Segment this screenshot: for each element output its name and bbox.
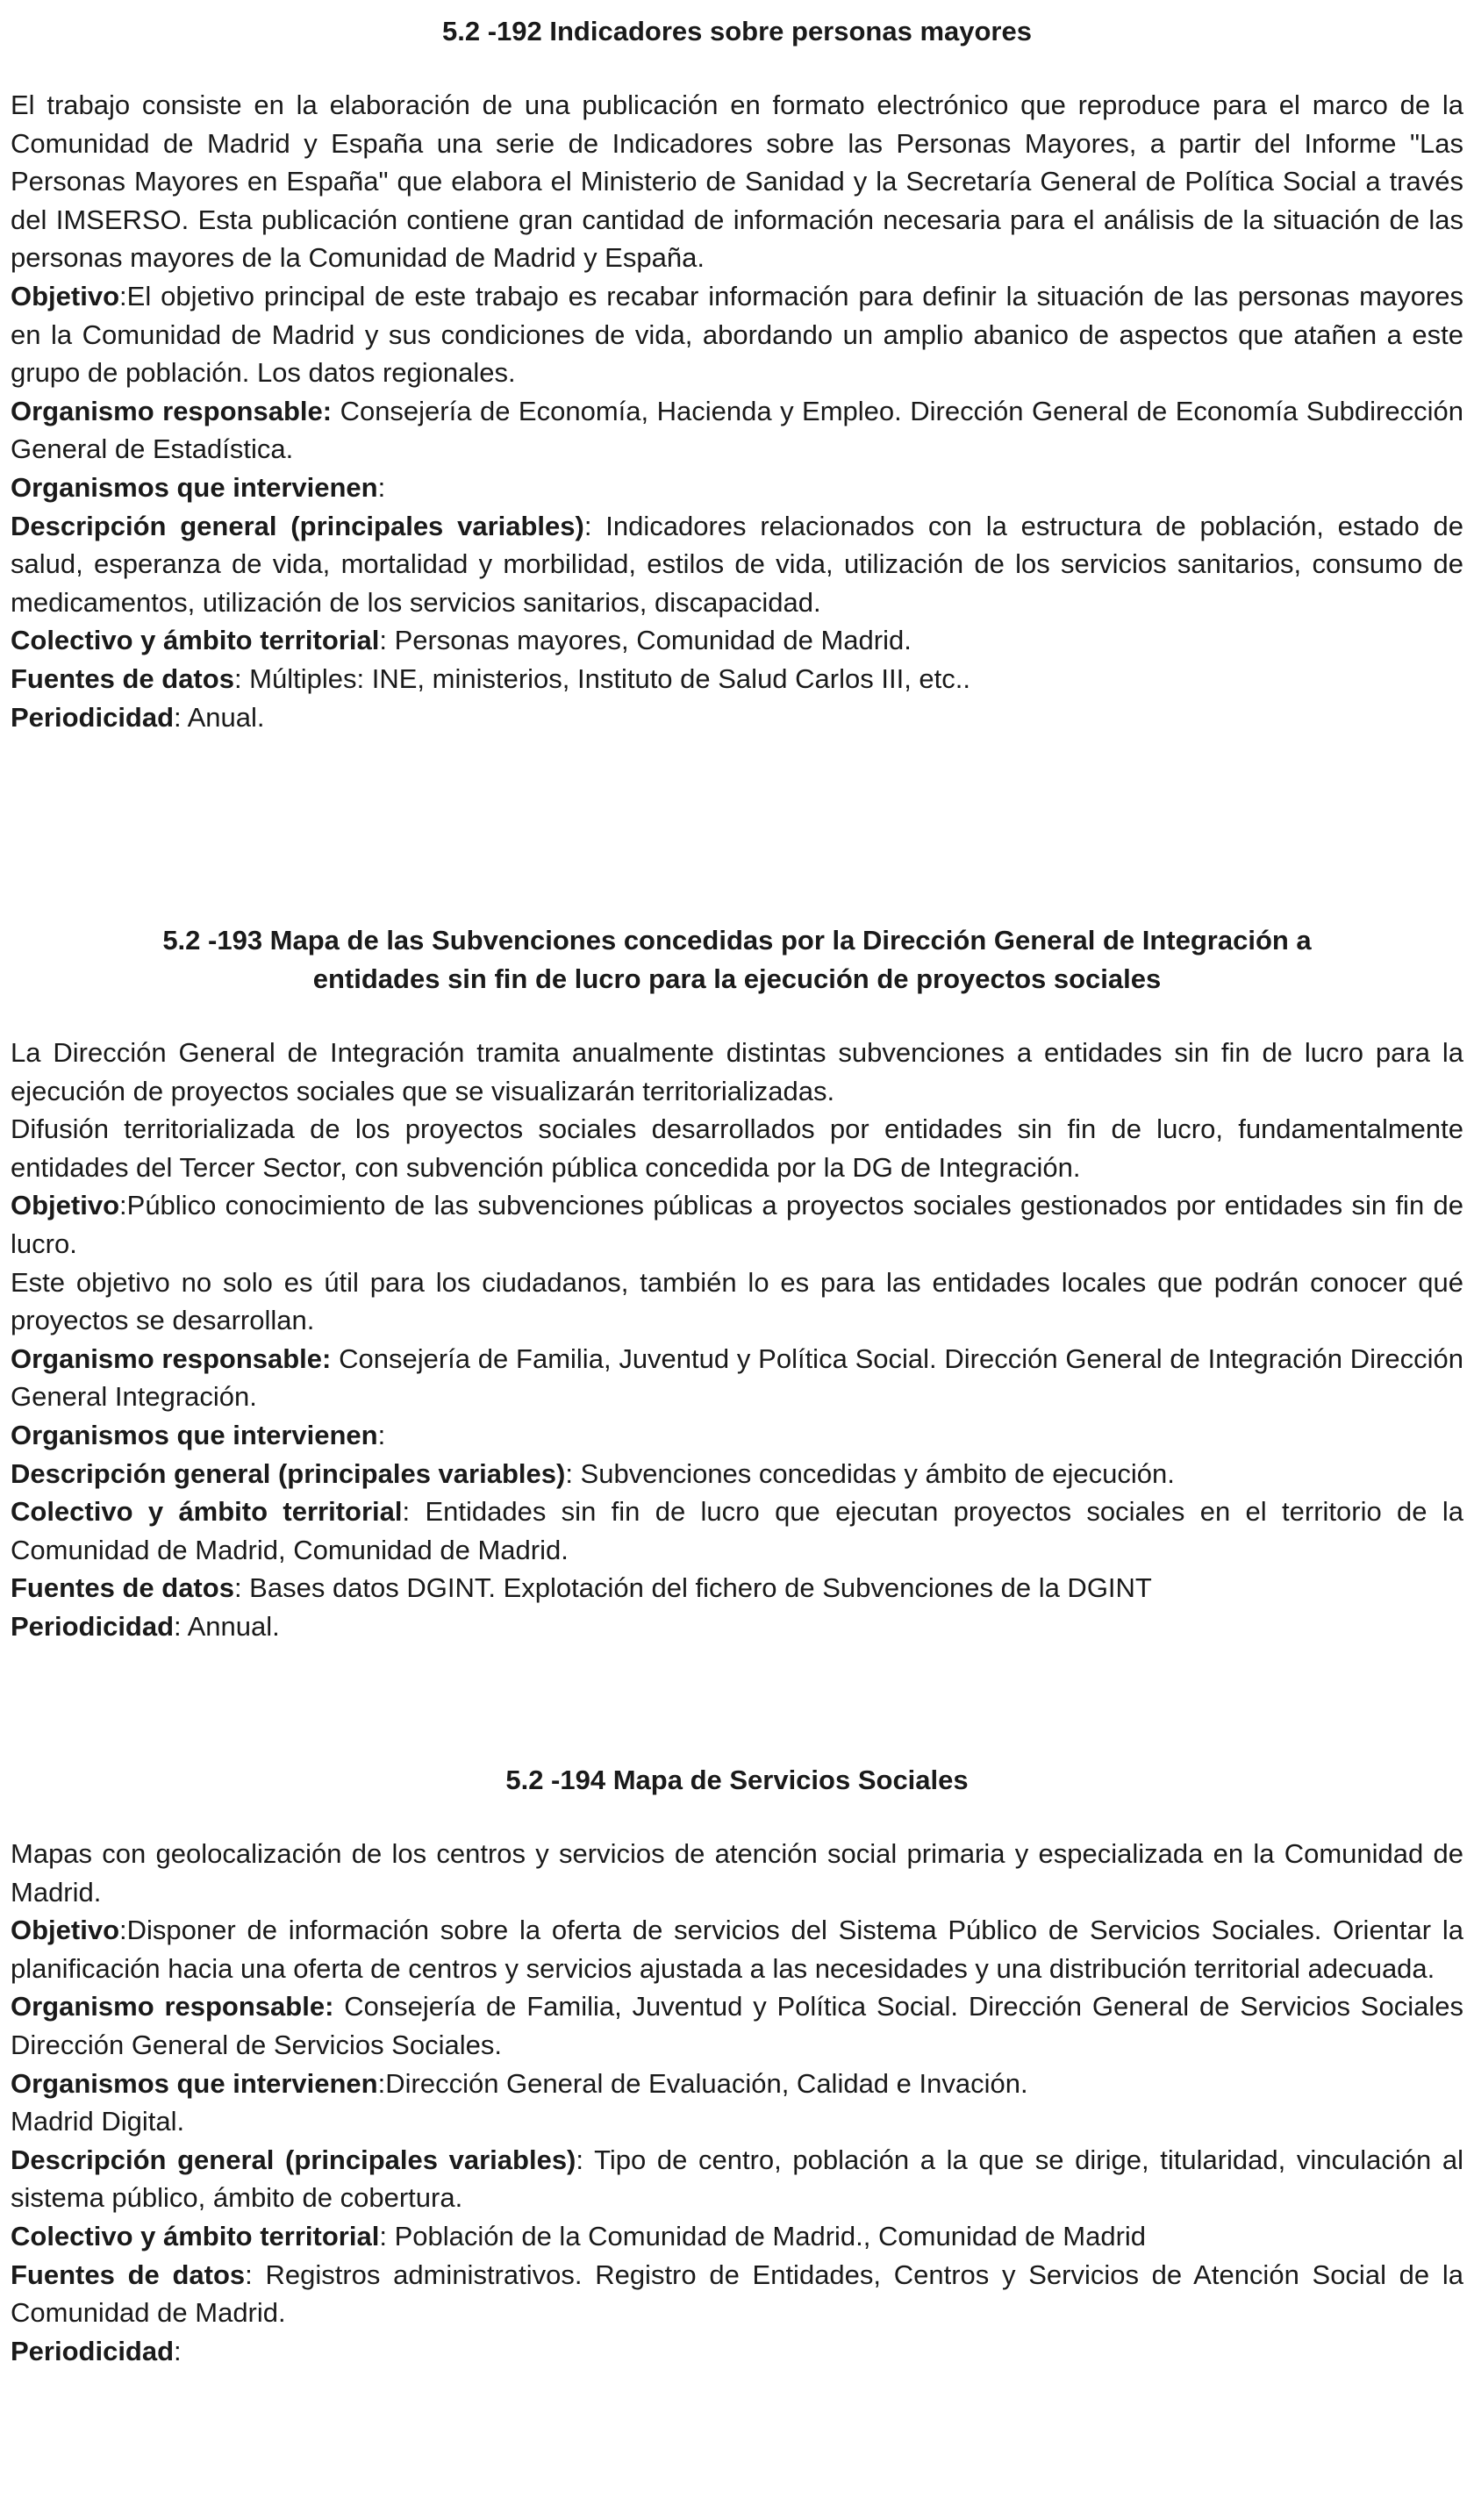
fuentes-label: Fuentes de datos (11, 2259, 246, 2290)
colectivo-label: Colectivo y ámbito territorial (11, 2220, 380, 2252)
objetivo-extra-paragraph: Este objetivo no solo es útil para los ciudadanos, también lo es para las entidades locales que podrán conocer qué proyectos se desarrollan. (11, 1266, 1463, 1336)
objetivo-paragraph: Objetivo:El objetivo principal de este trabajo es recabar información para definir la situación de las personas mayores en la Comunidad de Madrid y sus condiciones de vida, abordando un amplio abanico de aspectos que atañen a este grupo de población. Los datos regionales. (11, 280, 1463, 389)
section-title: 5.2 -194 Mapa de Servicios Sociales (505, 1765, 969, 1795)
colectivo-label: Colectivo y ámbito territorial (11, 625, 380, 656)
descripcion-paragraph: Descripción general (principales variables): Tipo de centro, población a la que se dirige, titularidad, vinculación al sistema público, ámbito de cobertura. (11, 2144, 1464, 2214)
intervienen-paragraph: Organismos que intervienen: (11, 471, 386, 503)
periodicidad-label: Periodicidad (11, 1610, 175, 1642)
fuentes-label: Fuentes de datos (11, 1572, 234, 1604)
fuentes-paragraph: Fuentes de datos: Múltiples: INE, ministerios, Instituto de Salud Carlos III, etc.. (11, 662, 970, 694)
intro-paragraph: El trabajo consiste en la elaboración de una publicación en formato electrónico que reproduce para el marco de la Comunidad de Madrid y España una serie de Indicadores sobre las Personas Mayores, a partir del Informe "Las Personas Mayores en España" que elabora el Ministerio de Sanidad y la Secretaría General de Política Social a través del IMSERSO. Esta publicación contiene gran cantidad de información necesaria para el análisis de la situación de las personas mayores de la Comunidad de Madrid y España. (11, 89, 1463, 274)
descripcion-paragraph: Descripción general (principales variables): Indicadores relacionados con la estructura de población, estado de salud, esperanza de vida, mortalidad y morbilidad, estilos de vida, utilización de los servicios sanitarios, consumo de medicamentos, utilización de los servicios sanitarios, discapacidad. (11, 510, 1463, 618)
descripcion-label: Descripción general (principales variables) (11, 2144, 576, 2175)
colectivo-paragraph: Colectivo y ámbito territorial: Entidades sin fin de lucro que ejecutan proyectos sociales en el territorio de la Comunidad de Madrid, Comunidad de Madrid. (11, 1496, 1463, 1565)
responsable-paragraph: Organismo responsable: Consejería de Economía, Hacienda y Empleo. Dirección General de Economía Subdirección General de Estadística. (11, 395, 1463, 465)
responsable-label: Organismo responsable: (11, 1991, 334, 2022)
intro-paragraph-2: Difusión territorializada de los proyectos sociales desarrollados por entidades sin fin de lucro, fundamentalmente entidades del Tercer Sector, con subvención pública concedida por la DG de Integración. (11, 1113, 1463, 1183)
section-192 (11, 12, 1463, 736)
objetivo-label: Objetivo (11, 1915, 120, 1946)
objetivo-paragraph: Objetivo:Público conocimiento de las subvenciones públicas a proyectos sociales gestionados por entidades sin fin de lucro. (11, 1190, 1463, 1259)
descripcion-label: Descripción general (principales variables) (11, 1457, 566, 1489)
colectivo-label: Colectivo y ámbito territorial (11, 1496, 403, 1528)
objetivo-paragraph: Objetivo:Disponer de información sobre la oferta de servicios del Sistema Público de Servicios Sociales. Orientar la planificación hacia una oferta de centros y servicios ajustada a las necesidades y una distribución territorial adecuada. (11, 1915, 1463, 1984)
fuentes-paragraph: Fuentes de datos: Bases datos DGINT. Explotación del fichero de Subvenciones de la DGINT (11, 1572, 1152, 1604)
periodicidad-label: Periodicidad (11, 701, 175, 733)
intervienen-label: Organismos que intervienen (11, 2067, 378, 2099)
fuentes-label: Fuentes de datos (11, 662, 234, 694)
objetivo-label: Objetivo (11, 1190, 120, 1221)
responsable-paragraph: Organismo responsable: Consejería de Familia, Juventud y Política Social. Dirección General de Integración Dirección General Integración. (11, 1342, 1463, 1413)
section-title-line-2: entidades sin fin de lucro para la ejecución de proyectos sociales (312, 963, 1162, 994)
intervienen-label: Organismos que intervienen (11, 1419, 378, 1450)
descripcion-paragraph: Descripción general (principales variables): Subvenciones concedidas y ámbito de ejecución. (11, 1457, 1175, 1489)
periodicidad-paragraph: Periodicidad: (11, 2335, 182, 2366)
section-title: 5.2 -192 Indicadores sobre personas mayores (442, 16, 1032, 47)
section-193 (11, 921, 1463, 1646)
intervienen-label: Organismos que intervienen (11, 471, 378, 503)
section-194 (11, 1761, 1463, 2370)
responsable-paragraph: Organismo responsable: Consejería de Familia, Juventud y Política Social. Dirección General de Servicios Sociales Dirección General de Servicios Sociales. (11, 1991, 1463, 2060)
objetivo-label: Objetivo (11, 280, 120, 311)
responsable-label: Organismo responsable: (11, 395, 333, 426)
descripcion-label: Descripción general (principales variables) (11, 510, 584, 541)
periodicidad-label: Periodicidad (11, 2335, 175, 2366)
intro-paragraph: Mapas con geolocalización de los centros y servicios de atención social primaria y especializada en la Comunidad de Madrid. (11, 1838, 1463, 1908)
periodicidad-paragraph: Periodicidad: Annual. (11, 1610, 280, 1642)
fuentes-paragraph: Fuentes de datos: Registros administrativos. Registro de Entidades, Centros y Servicios de Atención Social de la Comunidad de Madrid. (11, 2259, 1463, 2329)
intervienen-extra-paragraph: Madrid Digital. (11, 2106, 185, 2137)
colectivo-paragraph: Colectivo y ámbito territorial: Personas mayores, Comunidad de Madrid. (11, 625, 912, 656)
colectivo-paragraph: Colectivo y ámbito territorial: Población de la Comunidad de Madrid., Comunidad de Madrid (11, 2220, 1147, 2252)
intervienen-paragraph: Organismos que intervienen: (11, 1419, 386, 1450)
responsable-label: Organismo responsable: (11, 1342, 332, 1374)
intro-paragraph: La Dirección General de Integración tramita anualmente distintas subvenciones a entidades sin fin de lucro para la ejecución de proyectos sociales que se visualizarán territorializadas. (11, 1037, 1463, 1106)
periodicidad-paragraph: Periodicidad: Anual. (11, 701, 265, 733)
section-title-line-1: 5.2 -193 Mapa de las Subvenciones concedidas por la Dirección General de Integración a (162, 925, 1312, 956)
intervienen-paragraph: Organismos que intervienen:Dirección General de Evaluación, Calidad e Invación. (11, 2067, 1028, 2099)
